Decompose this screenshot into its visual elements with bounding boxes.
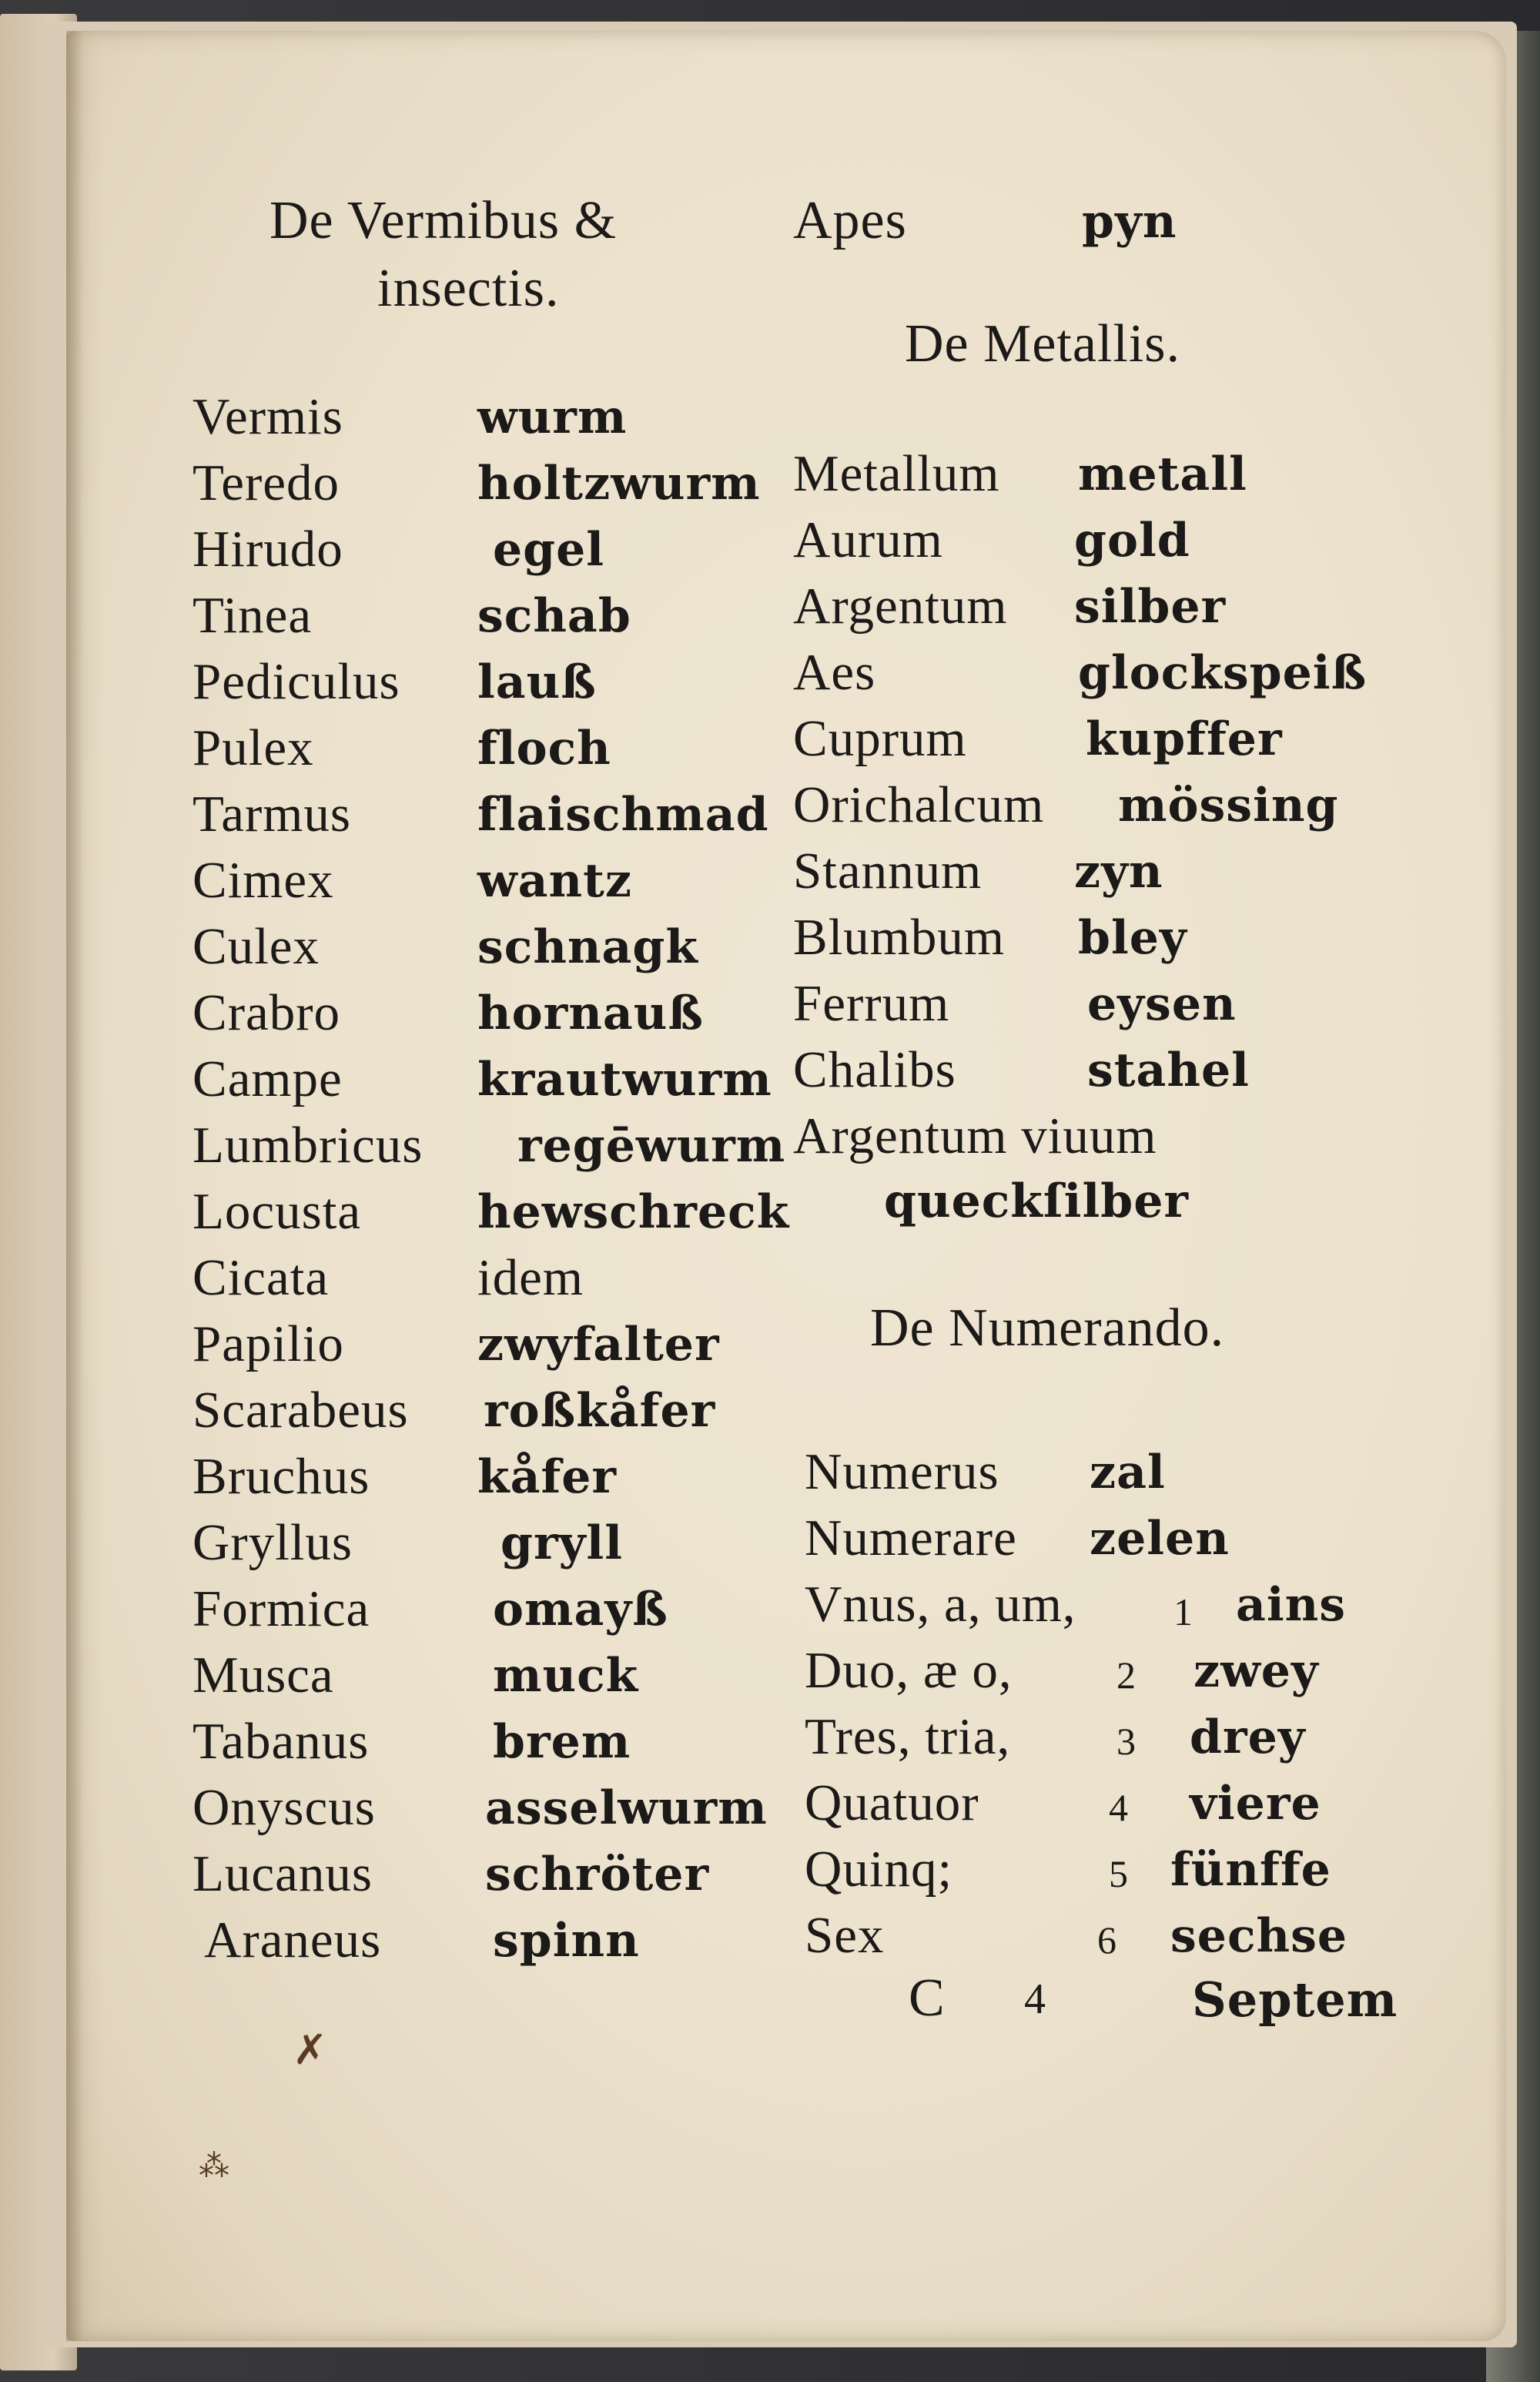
numbers-heading: De Numerando.	[870, 1298, 1225, 1358]
number-latin: Quinq;	[805, 1841, 953, 1898]
number-numeral: 3	[1116, 1720, 1136, 1763]
number-german: zwey	[1194, 1644, 1319, 1698]
number-latin: Quatuor	[805, 1774, 979, 1831]
ink-smudge-mark: ⁂	[199, 2149, 229, 2184]
insect-german: floch	[477, 722, 611, 776]
apes-latin: Apes	[793, 191, 907, 250]
insect-latin: Gryllus	[192, 1514, 353, 1571]
insects-heading-line1: De Vermibus &	[270, 191, 618, 250]
insect-german: schnagk	[477, 920, 698, 974]
number-latin: Vnus, a, um,	[805, 1576, 1076, 1633]
insect-german: hewschreck	[477, 1185, 790, 1239]
insect-latin: Tarmus	[192, 786, 351, 843]
metal-german: glockspeiß	[1078, 646, 1368, 700]
metal-german: queckſilber	[884, 1174, 1189, 1228]
insect-german: omayß	[493, 1583, 668, 1637]
insect-german: zwyfalter	[477, 1318, 720, 1372]
metal-latin: Argentum	[793, 578, 1008, 635]
insect-german: hornauß	[477, 987, 704, 1040]
insect-latin: Culex	[192, 918, 320, 975]
insect-latin: Papilio	[192, 1315, 344, 1372]
insect-german: wantz	[477, 854, 632, 908]
number-latin: Numerare	[805, 1509, 1017, 1566]
metal-latin: Stannum	[793, 843, 983, 900]
insect-german: holtzwurm	[477, 457, 761, 511]
insect-german: spinn	[493, 1914, 640, 1968]
metal-german: mössing	[1118, 779, 1339, 833]
number-numeral: 5	[1109, 1852, 1128, 1895]
insect-german: roßkåfer	[484, 1384, 716, 1438]
number-german: ains	[1236, 1578, 1347, 1632]
insect-latin: Onyscus	[192, 1779, 376, 1836]
metal-german: zyn	[1074, 845, 1163, 899]
signature-mark: C	[909, 1968, 945, 2028]
metal-german: stahel	[1087, 1044, 1250, 1097]
metal-german: silber	[1074, 580, 1227, 634]
signature-number: 4	[1024, 1975, 1046, 2023]
insect-german: egel	[493, 523, 605, 577]
metal-latin: Metallum	[793, 445, 1000, 502]
number-german: zal	[1090, 1446, 1166, 1499]
insect-latin: Hirudo	[192, 521, 343, 578]
metal-latin: Argentum viuum	[793, 1107, 1157, 1164]
insect-latin: Tabanus	[192, 1713, 370, 1770]
insect-latin: Locusta	[192, 1183, 362, 1240]
insect-german: brem	[493, 1715, 631, 1769]
insect-latin: Tinea	[192, 587, 313, 644]
number-german: viere	[1190, 1777, 1321, 1831]
insect-german: krautwurm	[477, 1053, 772, 1107]
insect-latin: Cicata	[192, 1249, 330, 1306]
number-numeral: 2	[1116, 1653, 1136, 1697]
metal-german: gold	[1074, 514, 1190, 568]
apes-german: pyn	[1082, 195, 1177, 249]
number-latin: Tres, tria,	[805, 1708, 1011, 1765]
insects-heading-line2: insectis.	[377, 259, 560, 318]
number-latin: Numerus	[805, 1443, 999, 1500]
number-german: drey	[1190, 1710, 1306, 1764]
insect-german: wurm	[477, 390, 628, 444]
number-german: sechse	[1170, 1909, 1348, 1963]
insect-german: schab	[477, 589, 631, 643]
insect-latin: Bruchus	[192, 1448, 370, 1505]
page-gutter-shadow	[66, 31, 83, 2341]
metal-latin: Ferrum	[793, 975, 950, 1032]
insect-latin: Pulex	[192, 719, 314, 776]
metal-latin: Blumbum	[793, 909, 1006, 966]
metal-latin: Orichalcum	[793, 776, 1045, 833]
insect-latin: Araneus	[204, 1911, 382, 1968]
metal-german: eysen	[1087, 977, 1237, 1031]
number-numeral: 6	[1097, 1918, 1116, 1962]
number-german: fünffe	[1170, 1843, 1331, 1897]
metal-latin: Aes	[793, 644, 876, 701]
number-latin: Sex	[805, 1907, 885, 1964]
insect-latin: Lumbricus	[192, 1117, 424, 1174]
insect-german: flaischmad	[477, 788, 769, 842]
insect-latin: Cimex	[192, 852, 334, 909]
number-numeral: 1	[1173, 1590, 1193, 1633]
insect-german: idem	[477, 1249, 584, 1306]
insect-german: gryll	[500, 1516, 624, 1570]
metal-latin: Cuprum	[793, 710, 967, 767]
metal-latin: Chalibs	[793, 1041, 956, 1098]
insect-latin: Vermis	[192, 388, 343, 445]
metal-german: metall	[1078, 447, 1247, 501]
number-german: zelen	[1090, 1512, 1230, 1566]
insect-latin: Campe	[192, 1050, 343, 1107]
insect-latin: Lucanus	[192, 1845, 373, 1902]
insect-latin: Musca	[192, 1647, 334, 1704]
insect-latin: Teredo	[192, 454, 340, 511]
metal-german: bley	[1078, 911, 1187, 965]
insect-latin: Formica	[192, 1580, 370, 1637]
insect-german: muck	[493, 1649, 639, 1703]
metal-german: kupffer	[1086, 712, 1283, 766]
insect-german: asselwurm	[485, 1781, 768, 1835]
insect-german: schröter	[485, 1848, 710, 1901]
number-latin: Duo, æ o,	[805, 1642, 1013, 1699]
catchword: Septem	[1192, 1972, 1398, 2028]
insect-german: kåfer	[477, 1450, 618, 1504]
insect-latin: Crabro	[192, 984, 341, 1041]
insect-latin: Scarabeus	[192, 1382, 409, 1439]
number-numeral: 4	[1109, 1786, 1128, 1829]
insect-german: regēwurm	[517, 1119, 786, 1173]
insect-german: lauß	[477, 655, 597, 709]
metals-heading: De Metallis.	[905, 314, 1181, 374]
metal-latin: Aurum	[793, 511, 943, 568]
insect-latin: Pediculus	[192, 653, 400, 710]
ink-blot-mark: ✗	[293, 2025, 328, 2074]
